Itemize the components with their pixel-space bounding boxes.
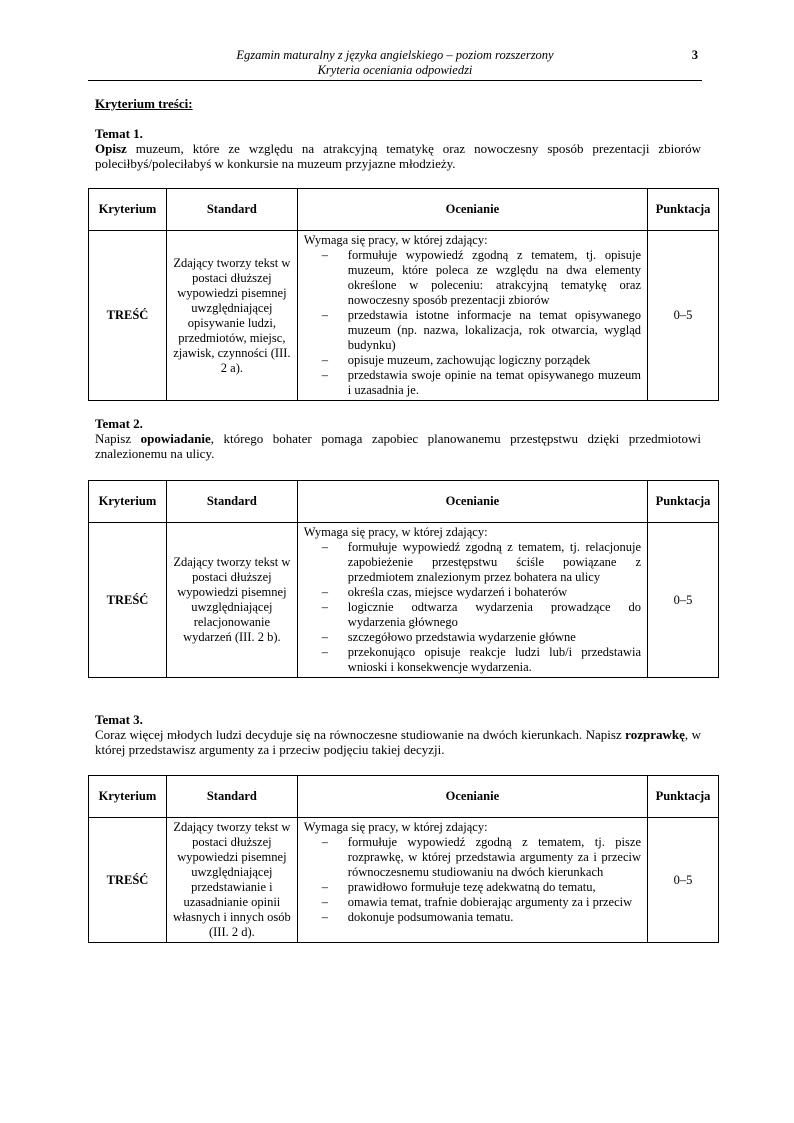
header-punktacja: Punktacja: [648, 776, 719, 818]
list-item: – przedstawia swoje opinie na temat opisywanego muzeum i uzasadnia je.: [348, 368, 641, 398]
criteria-table-2: [88, 480, 719, 678]
list-item: – logicznie odtwarza wydarzenia prowadzące do wydarzenia głównego: [348, 600, 641, 630]
header-ocenianie: Ocenianie: [297, 481, 647, 523]
topic-2-title: Temat 2.: [95, 416, 143, 431]
list-item: – formułuje wypowiedź zgodną z tematem, tj. relacjonuje zapobieżenie przestępstwu ściśle powiązane z przedmiotem znalezionym przez bohatera na ulicy: [348, 540, 641, 585]
page-header: [88, 48, 702, 78]
topic-3-prompt-pre: Coraz więcej młodych ludzi decyduje się na równoczesne studiowanie na dwóch kierunkach. Napisz: [95, 727, 626, 742]
cell-ocenianie: [297, 231, 647, 401]
cell-standard: Zdający tworzy tekst w postaci dłuższej wypowiedzi pisemnej uwzględniającej relacjonowanie wydarzeń (III. 2 b).: [166, 523, 297, 678]
topic-3-prompt-bold: rozprawkę: [625, 727, 685, 742]
cell-standard: Zdający tworzy tekst w postaci dłuższej wypowiedzi pisemnej uwzględniającej przedstawianie i uzasadnianie opinii własnych i innych osób (III. 2 d).: [166, 818, 297, 943]
section-title: Kryterium treści:: [95, 96, 193, 111]
ocenianie-list: [304, 248, 641, 398]
topic-3-prompt: , w której przedstawisz argumenty za i przeciw podjęciu takiej decyzji.: [95, 727, 702, 757]
ocenianie-list: [304, 835, 641, 925]
header-ocenianie: Ocenianie: [297, 776, 647, 818]
header-standard: Standard: [166, 189, 297, 231]
header-standard: Standard: [166, 776, 297, 818]
topic-1-title: Temat 1.: [95, 126, 143, 141]
criteria-table-1: [88, 188, 719, 401]
table-row: [89, 231, 719, 401]
page-number: 3: [691, 48, 698, 62]
cell-ocenianie: [297, 818, 647, 943]
cell-standard: Zdający tworzy tekst w postaci dłuższej wypowiedzi pisemnej uwzględniającej opisywanie ludzi, przedmiotów, miejsc, zjawisk, czynności (III. 2 a).: [166, 231, 297, 401]
table-row: [89, 818, 719, 943]
header-standard: Standard: [166, 481, 297, 523]
cell-kryterium: TREŚĆ: [89, 231, 167, 401]
list-item: – formułuje wypowiedź zgodną z tematem, tj. opisuje muzeum, które poleca ze względu na dwa elementy określone w poleceniu: atrakcyjną tematykę oraz nowoczesny sposób prezentacji zbiorów: [348, 248, 641, 308]
list-item: – określa czas, miejsce wydarzeń i bohaterów: [348, 585, 641, 600]
header-kryterium: Kryterium: [89, 776, 167, 818]
cell-punktacja: 0–5: [648, 523, 719, 678]
list-item: – opisuje muzeum, zachowując logiczny porządek: [348, 353, 641, 368]
topic-2-prompt-pre: Napisz: [95, 431, 141, 446]
header-subtitle: Kryteria oceniania odpowiedzi: [317, 63, 473, 77]
cell-ocenianie: [297, 523, 647, 678]
cell-kryterium: TREŚĆ: [89, 818, 167, 943]
table-row: [89, 523, 719, 678]
list-item: – przekonująco opisuje reakcje ludzi lub/i przedstawia wnioski i konsekwencje wydarzenia.: [348, 645, 641, 675]
cell-punktacja: 0–5: [648, 231, 719, 401]
list-item: – przedstawia istotne informacje na temat opisywanego muzeum (np. nazwa, lokalizacja, rok otwarcia, wygląd budynku): [348, 308, 641, 353]
list-item: – szczegółowo przedstawia wydarzenie główne: [348, 630, 641, 645]
header-punktacja: Punktacja: [648, 481, 719, 523]
header-divider: [88, 80, 702, 81]
ocenianie-intro: Wymaga się pracy, w której zdający:: [303, 820, 488, 834]
table-header-row: [89, 776, 719, 818]
header-ocenianie: Ocenianie: [297, 189, 647, 231]
topic-2-prompt-bold: opowiadanie: [140, 431, 211, 446]
topic-2-prompt: , którego bohater pomaga zapobiec planowanemu przestępstwu dzięki przedmiotowi znalezionemu na ulicy.: [95, 431, 701, 461]
header-kryterium: Kryterium: [89, 481, 167, 523]
ocenianie-intro: Wymaga się pracy, w której zdający:: [303, 233, 488, 247]
topic-3-title: Temat 3.: [95, 712, 143, 727]
topic-2: [95, 416, 701, 461]
topic-1-prompt-bold: Opisz: [95, 141, 127, 156]
header-kryterium: Kryterium: [89, 189, 167, 231]
header-exam-title: Egzamin maturalny z języka angielskiego – poziom rozszerzony: [236, 48, 554, 62]
topic-1: [95, 126, 701, 171]
list-item: – formułuje wypowiedź zgodną z tematem, tj. pisze rozprawkę, w której przedstawia argumenty za i przeciw równoczesnemu studiowaniu na dwóch kierunkach: [348, 835, 641, 880]
list-item: – prawidłowo formułuje tezę adekwatną do tematu,: [348, 880, 641, 895]
criteria-table-3: [88, 775, 719, 943]
cell-punktacja: 0–5: [648, 818, 719, 943]
table-header-row: [89, 481, 719, 523]
table-header-row: [89, 189, 719, 231]
list-item: – dokonuje podsumowania tematu.: [348, 910, 641, 925]
list-item: – omawia temat, trafnie dobierając argumenty za i przeciw: [348, 895, 641, 910]
ocenianie-list: [304, 540, 641, 675]
topic-3: [95, 712, 701, 757]
ocenianie-intro: Wymaga się pracy, w której zdający:: [303, 525, 488, 539]
header-punktacja: Punktacja: [648, 189, 719, 231]
topic-1-prompt: muzeum, które ze względu na atrakcyjną tematykę oraz nowoczesny sposób prezentacji zbiorów poleciłbyś/poleciłabyś w konkursie na muzeum przyjazne młodzieży.: [95, 141, 701, 171]
cell-kryterium: TREŚĆ: [89, 523, 167, 678]
